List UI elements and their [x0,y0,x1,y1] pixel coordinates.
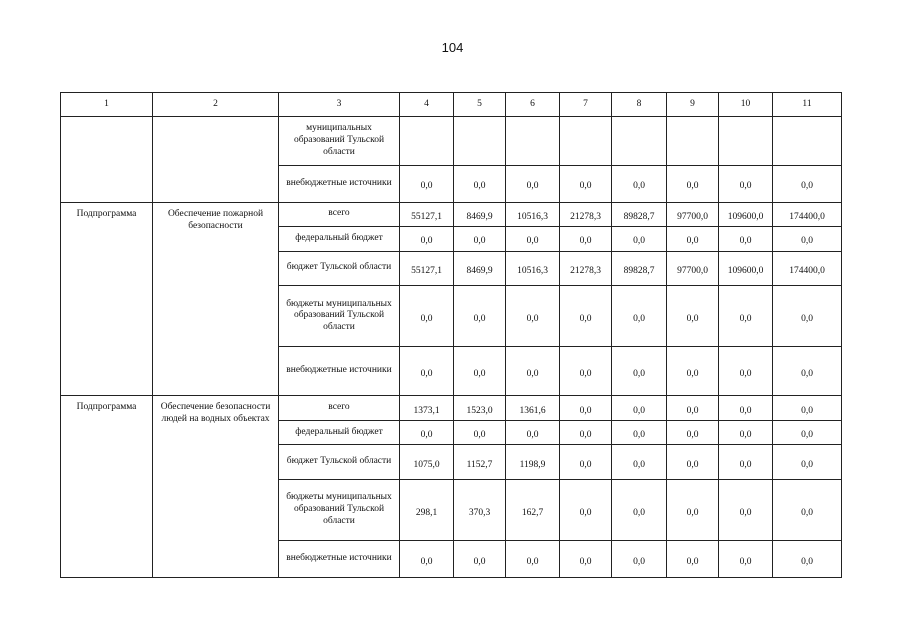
value-cell: 0,0 [773,286,842,347]
value-cell: 0,0 [506,286,560,347]
value-cell: 0,0 [719,541,773,578]
value-cell: 1523,0 [454,396,506,420]
header-cell: 10 [719,93,773,117]
header-cell: 3 [279,93,400,117]
funding-source-cell: бюджет Тульской области [279,251,400,286]
value-cell: 0,0 [454,347,506,396]
value-cell: 97700,0 [667,251,719,286]
value-cell: 0,0 [560,420,612,444]
value-cell: 0,0 [773,445,842,480]
value-cell: 174400,0 [773,202,842,226]
value-cell: 162,7 [506,480,560,541]
value-cell: 0,0 [773,541,842,578]
value-cell: 0,0 [612,165,667,202]
value-cell: 0,0 [773,396,842,420]
table-row [61,202,842,226]
value-cell: 10516,3 [506,251,560,286]
value-cell: 0,0 [560,347,612,396]
value-cell: 55127,1 [400,202,454,226]
program-name-cell [153,117,279,203]
value-cell: 1373,1 [400,396,454,420]
value-cell: 0,0 [773,227,842,251]
value-cell: 0,0 [719,445,773,480]
value-cell [454,117,506,166]
value-cell: 0,0 [667,286,719,347]
value-cell: 0,0 [560,165,612,202]
value-cell: 0,0 [506,347,560,396]
value-cell: 0,0 [719,286,773,347]
value-cell: 0,0 [773,420,842,444]
funding-source-cell: федеральный бюджет [279,227,400,251]
value-cell: 0,0 [560,227,612,251]
value-cell [667,117,719,166]
value-cell: 0,0 [560,445,612,480]
value-cell: 0,0 [454,165,506,202]
value-cell: 0,0 [454,420,506,444]
value-cell: 0,0 [506,541,560,578]
table-row [61,117,842,166]
table-row [61,396,842,420]
value-cell: 0,0 [506,420,560,444]
funding-source-cell: внебюджетные источники [279,165,400,202]
funding-source-cell: бюджеты муниципальных образований Тульской области [279,286,400,347]
value-cell: 0,0 [560,541,612,578]
header-cell: 4 [400,93,454,117]
page-number: 104 [441,40,464,55]
value-cell: 0,0 [667,347,719,396]
value-cell: 0,0 [667,445,719,480]
value-cell: 0,0 [719,480,773,541]
value-cell: 0,0 [612,480,667,541]
value-cell: 0,0 [667,420,719,444]
value-cell [773,117,842,166]
value-cell: 0,0 [667,227,719,251]
funding-source-cell: федеральный бюджет [279,420,400,444]
value-cell: 298,1 [400,480,454,541]
value-cell: 0,0 [400,420,454,444]
value-cell: 0,0 [719,165,773,202]
header-cell: 8 [612,93,667,117]
header-cell: 11 [773,93,842,117]
value-cell: 55127,1 [400,251,454,286]
header-cell: 5 [454,93,506,117]
header-cell: 9 [667,93,719,117]
header-row [61,93,842,117]
value-cell: 0,0 [400,347,454,396]
value-cell: 109600,0 [719,251,773,286]
funding-source-cell: всего [279,202,400,226]
value-cell: 0,0 [612,420,667,444]
value-cell: 0,0 [454,286,506,347]
value-cell: 0,0 [773,165,842,202]
value-cell: 0,0 [400,227,454,251]
header-cell: 2 [153,93,279,117]
value-cell: 97700,0 [667,202,719,226]
value-cell: 1361,6 [506,396,560,420]
value-cell: 0,0 [773,347,842,396]
value-cell [560,117,612,166]
value-cell: 8469,9 [454,251,506,286]
funding-source-cell: бюджеты муниципальных образований Тульской области [279,480,400,541]
value-cell: 0,0 [400,541,454,578]
program-name-cell: Обеспечение безопасности людей на водных объектах [153,396,279,578]
funding-source-cell: внебюджетные источники [279,347,400,396]
value-cell: 370,3 [454,480,506,541]
value-cell: 0,0 [560,396,612,420]
funding-source-cell: внебюджетные источники [279,541,400,578]
value-cell: 1075,0 [400,445,454,480]
value-cell: 0,0 [667,541,719,578]
table-body [61,117,842,578]
value-cell: 109600,0 [719,202,773,226]
value-cell [400,117,454,166]
program-name-cell: Обеспечение пожарной безопасности [153,202,279,396]
value-cell: 0,0 [719,420,773,444]
value-cell: 174400,0 [773,251,842,286]
value-cell: 0,0 [506,227,560,251]
value-cell: 0,0 [719,396,773,420]
program-type-cell [61,117,153,203]
value-cell: 0,0 [667,396,719,420]
value-cell: 21278,3 [560,202,612,226]
value-cell: 0,0 [612,445,667,480]
value-cell: 0,0 [560,480,612,541]
program-type-cell: Подпрограмма [61,396,153,578]
funding-source-cell: муниципальных образований Тульской области [279,117,400,166]
value-cell: 89828,7 [612,251,667,286]
value-cell: 0,0 [506,165,560,202]
value-cell: 1198,9 [506,445,560,480]
value-cell: 0,0 [612,541,667,578]
value-cell: 0,0 [400,286,454,347]
header-cell: 7 [560,93,612,117]
value-cell: 0,0 [667,480,719,541]
value-cell: 0,0 [719,227,773,251]
program-type-cell: Подпрограмма [61,202,153,396]
value-cell: 0,0 [612,396,667,420]
value-cell: 0,0 [773,480,842,541]
value-cell: 10516,3 [506,202,560,226]
value-cell: 0,0 [612,227,667,251]
value-cell: 1152,7 [454,445,506,480]
value-cell: 0,0 [612,347,667,396]
funding-source-cell: бюджет Тульской области [279,445,400,480]
funding-source-cell: всего [279,396,400,420]
value-cell: 8469,9 [454,202,506,226]
budget-table [60,92,842,578]
value-cell: 89828,7 [612,202,667,226]
value-cell [612,117,667,166]
value-cell: 0,0 [667,165,719,202]
header-cell: 1 [61,93,153,117]
value-cell: 0,0 [560,286,612,347]
value-cell: 0,0 [612,286,667,347]
value-cell [719,117,773,166]
value-cell: 0,0 [400,165,454,202]
value-cell: 21278,3 [560,251,612,286]
value-cell [506,117,560,166]
value-cell: 0,0 [454,227,506,251]
value-cell: 0,0 [719,347,773,396]
value-cell: 0,0 [454,541,506,578]
header-cell: 6 [506,93,560,117]
